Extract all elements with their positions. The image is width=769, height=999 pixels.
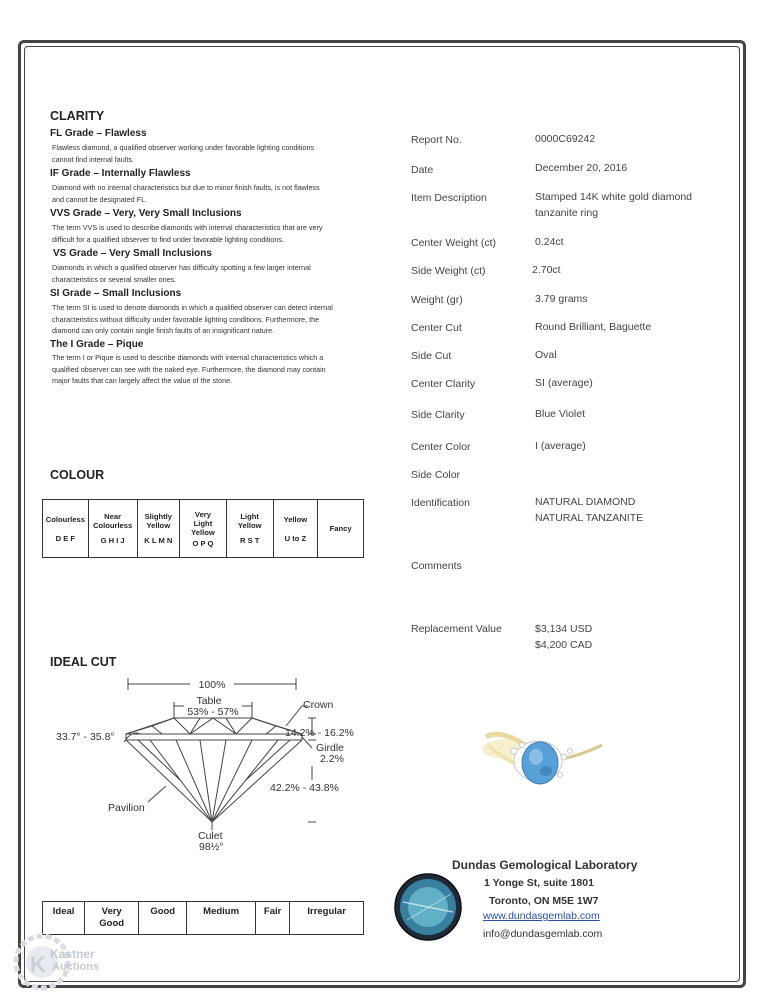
- label-table: Table: [196, 695, 222, 707]
- cut-grade-medium: Medium: [187, 902, 256, 935]
- side-cut-label: Side Cut: [411, 350, 452, 362]
- ideal-cut-heading: IDEAL CUT: [50, 655, 117, 669]
- label-girdle: Girdle: [316, 742, 345, 754]
- label-crown-angle: 33.7° - 35.8°: [56, 731, 115, 743]
- side-weight-value: 2.70ct: [532, 264, 561, 276]
- lab-email: info@dundasgemlab.com: [483, 928, 603, 940]
- center-weight-label: Center Weight (ct): [411, 237, 496, 249]
- center-cut-value: Round Brilliant, Baguette: [535, 321, 652, 333]
- colour-col-yellow: Yellow U to Z: [273, 500, 318, 558]
- center-weight-value: 0.24ct: [535, 236, 564, 248]
- colour-col-near-colourless: Near Colourless G H I J: [88, 500, 137, 558]
- grade-vvs-text: The term VVS is used to describe diamonds with internal characteristics that are very difficult for a qualified observer to find under favorable lighting conditions.: [52, 223, 323, 244]
- colour-col-slightly-yellow: Slightly Yellow K L M N: [137, 500, 180, 558]
- identification-label: Identification: [411, 497, 470, 509]
- label-crown: Crown: [303, 699, 334, 711]
- center-color-value: I (average): [535, 440, 586, 452]
- date-value: December 20, 2016: [535, 162, 628, 174]
- ring-photo: [478, 715, 608, 805]
- cut-grade-good: Good: [139, 902, 187, 935]
- weight-gr-value: 3.79 grams: [535, 293, 588, 305]
- item-description-label: Item Description: [411, 192, 487, 204]
- comments-label: Comments: [411, 560, 462, 572]
- item-description-value: Stamped 14K white gold diamond tanzanite ring: [535, 191, 693, 219]
- lab-hologram-seal: [393, 872, 463, 942]
- side-clarity-value: Blue Violet: [535, 408, 586, 420]
- lab-address-line2: Toronto, ON M5E 1W7: [489, 895, 599, 907]
- replacement-value-label: Replacement Value: [411, 623, 502, 635]
- colour-heading: COLOUR: [50, 468, 105, 482]
- label-table-range: 53% - 57%: [187, 706, 239, 718]
- center-clarity-label: Center Clarity: [411, 378, 476, 390]
- weight-gr-label: Weight (gr): [411, 294, 463, 306]
- grade-fl-text: Flawless diamond, a qualified observer working under favorable lighting conditions cannot find internal faults.: [52, 143, 315, 164]
- clarity-heading: CLARITY: [50, 109, 105, 123]
- center-clarity-value: SI (average): [535, 377, 593, 389]
- svg-text:K: K: [30, 952, 46, 977]
- side-clarity-label: Side Clarity: [411, 409, 465, 421]
- lab-name: Dundas Gemological Laboratory: [452, 858, 638, 872]
- lab-address-line1: 1 Yonge St, suite 1801: [484, 877, 594, 889]
- colour-col-fancy: Fancy: [318, 500, 364, 558]
- report-no-value: 0000C69242: [535, 133, 596, 145]
- auction-watermark: [8, 930, 118, 994]
- svg-text:Kastner: Kastner: [50, 947, 95, 961]
- cut-grade-very-good: Very Good: [85, 902, 139, 935]
- center-cut-label: Center Cut: [411, 322, 462, 334]
- center-color-label: Center Color: [411, 441, 471, 453]
- label-culet: Culet: [198, 830, 223, 842]
- grade-vvs-title: VVS Grade – Very, Very Small Inclusions: [50, 208, 242, 219]
- colour-grade-table: [42, 499, 364, 558]
- side-weight-label: Side Weight (ct): [411, 265, 486, 277]
- replacement-value: $3,134 USD $4,200 CAD: [535, 623, 593, 651]
- label-pavilion-depth: 42.2% - 43.8%: [270, 782, 339, 794]
- grade-if-text: Diamond with no internal characteristics but due to minor finish faults, is not flawless and cannot be designated FL.: [52, 183, 320, 204]
- label-pavilion: Pavilion: [108, 802, 145, 814]
- side-color-label: Side Color: [411, 469, 461, 481]
- grade-i-title: The I Grade – Pique: [50, 339, 144, 350]
- label-width: 100%: [198, 679, 226, 691]
- colour-col-light-yellow: Light Yellow R S T: [226, 500, 273, 558]
- grade-i-text: The term I or Pique is used to describe diamonds with internal characteristics which a qualified observer can see with the naked eye. Furthermore, the diamond may contain major faults that can largely affect the value of the stone.: [52, 353, 326, 385]
- colour-col-colourless: Colourless D E F: [43, 500, 89, 558]
- label-crown-height: 14.2% - 16.2%: [285, 727, 354, 739]
- side-cut-value: Oval: [535, 349, 557, 361]
- grade-fl-title: FL Grade – Flawless: [50, 128, 147, 139]
- cut-grade-ideal: Ideal: [43, 902, 85, 935]
- label-girdle-pct: 2.2%: [320, 753, 344, 765]
- identification-value: NATURAL DIAMOND NATURAL TANZANITE: [535, 496, 644, 524]
- report-no-label: Report No.: [411, 134, 462, 146]
- grade-vs-title: VS Grade – Very Small Inclusions: [53, 248, 212, 259]
- label-culet-value: 98½°: [199, 841, 224, 853]
- grade-si-title: SI Grade – Small Inclusions: [50, 288, 182, 299]
- date-label: Date: [411, 164, 434, 176]
- cut-grade-irregular: Irregular: [290, 902, 364, 935]
- colour-col-very-light-yellow: Very Light Yellow O P Q: [180, 500, 227, 558]
- lab-website-link[interactable]: www.dundasgemlab.com: [483, 910, 600, 922]
- grade-si-text: The term SI is used to denote diamonds in which a qualified observer can detect internal characteristics without difficulty under favorable lighting conditions. Furthermore, the diamond can only contain single finish faults of an insignificant nature.: [52, 303, 333, 335]
- cut-grade-fair: Fair: [255, 902, 289, 935]
- grade-if-title: IF Grade – Internally Flawless: [50, 168, 191, 179]
- diamond-cut-diagram: [40, 670, 370, 860]
- svg-text:Auctions: Auctions: [52, 961, 100, 973]
- grade-vs-text: Diamonds in which a qualified observer has difficulty spotting a few larger internal characteristics or several smaller ones.: [52, 263, 311, 284]
